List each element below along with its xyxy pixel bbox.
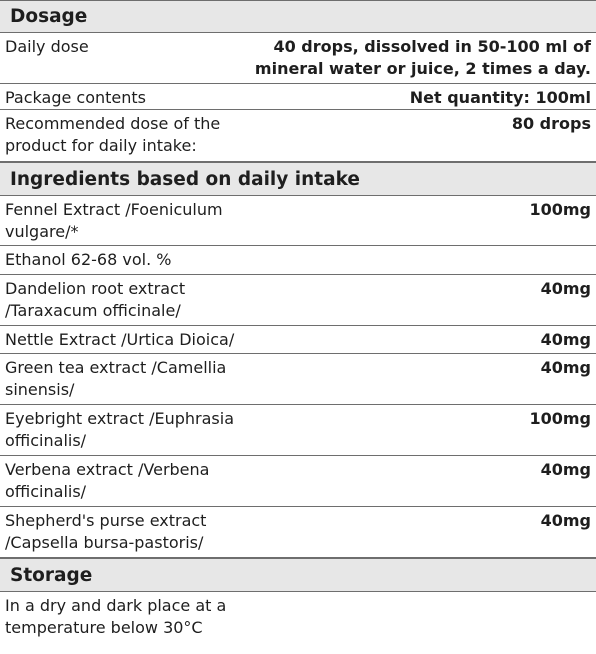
table-row <box>0 275 596 326</box>
section-header-dosage: Dosage <box>0 0 596 33</box>
table-row <box>0 592 596 646</box>
row-value: 100mg <box>529 409 591 428</box>
row-label: Ethanol 62-68 vol. % <box>5 250 172 269</box>
row-label: Dandelion root extract /Taraxacum officinale/ <box>5 279 186 320</box>
row-value: 40mg <box>540 511 591 530</box>
row-value <box>245 592 596 646</box>
table-row <box>0 456 596 507</box>
row-value: 40mg <box>540 358 591 377</box>
table-row <box>0 110 596 162</box>
row-label: In a dry and dark place at a temperature below 30°C <box>5 596 227 637</box>
row-value <box>245 246 596 274</box>
table-row <box>0 405 596 456</box>
row-label: Eyebright extract /Euphrasia officinalis/ <box>5 409 235 450</box>
table-row <box>0 326 596 354</box>
row-value: 40mg <box>540 330 591 349</box>
section-header-storage: Storage <box>0 558 596 592</box>
row-value: 80 drops <box>511 114 591 133</box>
row-label: Nettle Extract /Urtica Dioica/ <box>5 330 235 349</box>
section-header-ingredients: Ingredients based on daily intake <box>0 162 596 196</box>
row-label: Package contents <box>5 88 146 107</box>
table-row <box>0 196 596 246</box>
row-value: 40mg <box>540 279 591 298</box>
table-row <box>0 33 596 84</box>
table-row <box>0 507 596 558</box>
row-label: Shepherd's purse extract /Capsella bursa-pastoris/ <box>5 511 207 552</box>
row-value: 40mg <box>540 460 591 479</box>
table-row <box>0 246 596 275</box>
row-label: Fennel Extract /Foeniculum vulgare/* <box>5 200 223 241</box>
table-row <box>0 84 596 110</box>
row-label: Daily dose <box>5 37 89 56</box>
table-row <box>0 354 596 405</box>
row-value: Net quantity: 100ml <box>409 88 591 107</box>
row-label: Recommended dose of the product for daily intake: <box>5 114 221 155</box>
row-value: 100mg <box>529 200 591 219</box>
row-label: Verbena extract /Verbena officinalis/ <box>5 460 210 501</box>
row-value: 40 drops, dissolved in 50-100 ml of mineral water or juice, 2 times a day. <box>254 37 591 78</box>
row-label: Green tea extract /Camellia sinensis/ <box>5 358 227 399</box>
